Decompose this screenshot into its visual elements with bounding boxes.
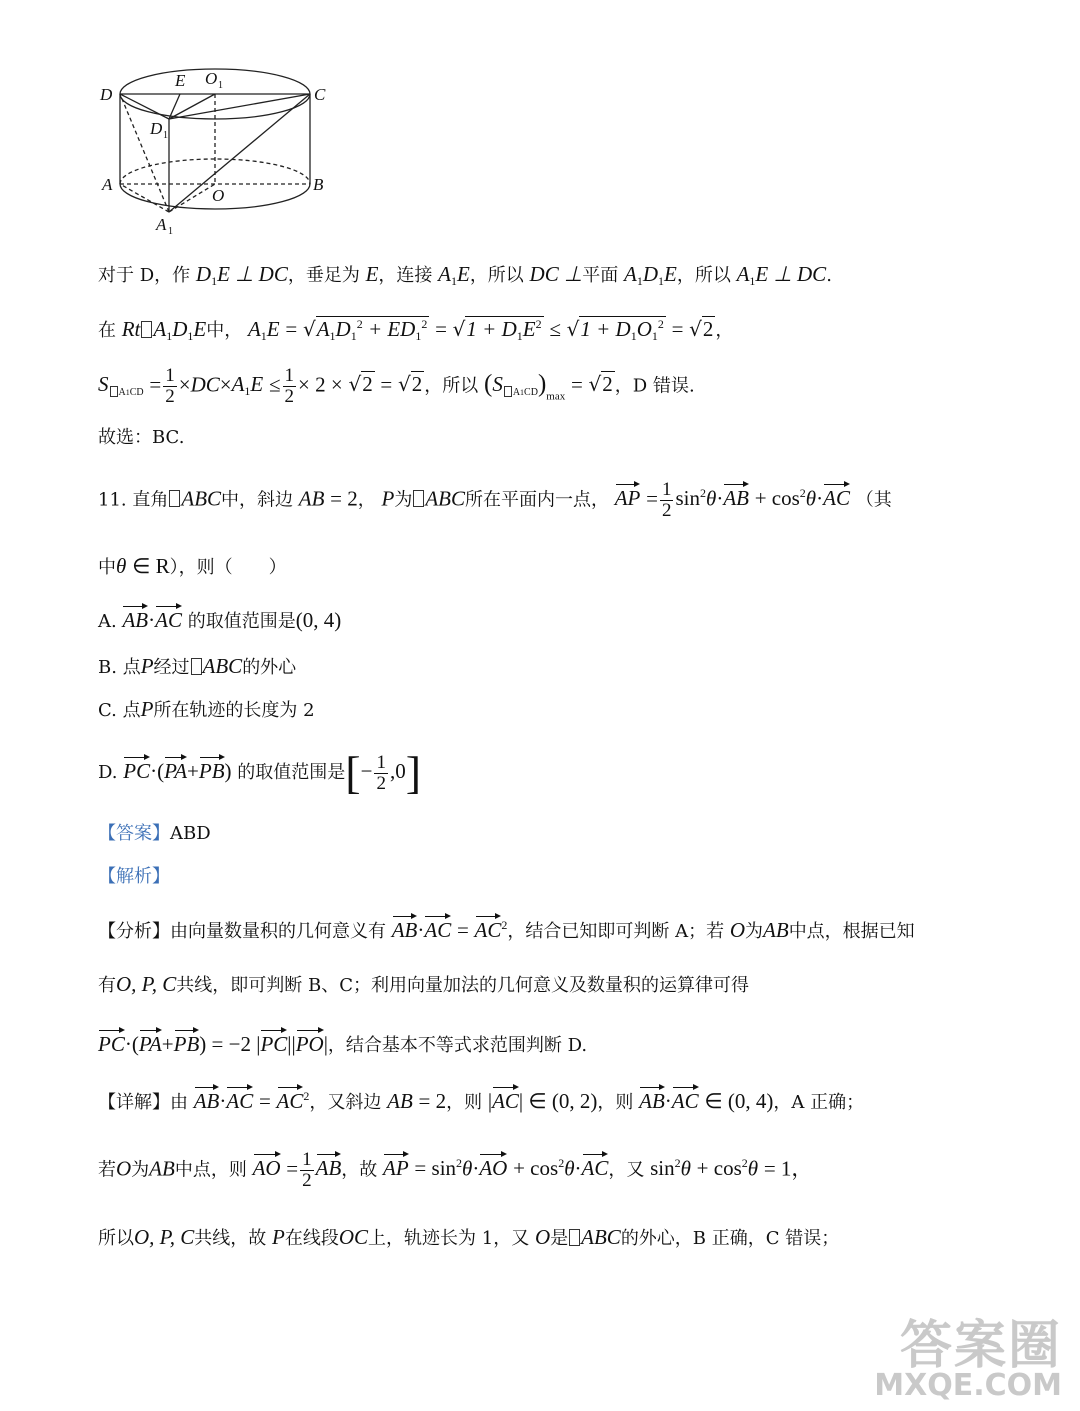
- text: 所在平面内一点，: [465, 489, 609, 511]
- text: 经过: [153, 657, 190, 678]
- xiangjie-line-2: 若O为AB中点，则 AO = $\frac{1}{2}$ AB，故 AP = $\sin^2\theta\cdot AO + \cos^2\theta\cdot AC$，又 $\sin^2\theta + \cos^2\theta = 1$，: [98, 1149, 813, 1191]
- text: 在: [98, 320, 116, 341]
- text: 中: [98, 557, 116, 578]
- text: 的外心，B 正确，C 错误；: [620, 1228, 840, 1249]
- watermark-logo: 答案圈: [899, 1316, 1062, 1376]
- label-O: O: [212, 186, 225, 205]
- text: 在线段: [284, 1228, 339, 1249]
- watermark: [874, 1303, 1062, 1403]
- question-number: 11.: [98, 489, 127, 511]
- prev-line-4: 故选：BC.: [98, 427, 185, 448]
- text: 为: [394, 489, 413, 511]
- xiangjie-line-1: 【详解】由 $AB\cdot AC = AC^2$，又斜边 AB = 2，则 |AC| ∈ (0, 2)，则 AB·AC ∈ (0, 4)，A 正确；: [98, 1085, 864, 1114]
- text: ，D 错误.: [614, 375, 695, 397]
- text: 的取值范围是: [187, 611, 296, 632]
- option-d[interactable]: D. PC·(PA+PB) 的取值范围是[− $\frac{1}{2}$ ,0]: [98, 747, 422, 798]
- label-O1: O: [205, 69, 218, 88]
- text: 中点，则: [174, 1159, 247, 1181]
- text: 点: [122, 700, 141, 721]
- text: ，所以: [469, 265, 524, 286]
- option-label: D.: [98, 762, 118, 783]
- text: ，A 正确；: [773, 1092, 865, 1113]
- text: ，故: [341, 1159, 378, 1181]
- segment-A1C: [169, 94, 310, 212]
- text: 所以: [98, 1228, 134, 1249]
- label-A1-sub: 1: [168, 226, 173, 237]
- text: ，: [715, 320, 734, 341]
- fenxi-tag: 【分析】: [98, 921, 170, 942]
- fenxi-line-1: 【分析】由向量数量积的几何意义有 $AB\cdot AC = AC^2$，结合已知即可判断 A；若 O为AB中点，根据已知: [98, 914, 915, 943]
- text: 共线，即可判断 B、C；利用向量加法的几何意义及数量积的运算律可得: [176, 975, 750, 996]
- text: ，又: [608, 1159, 645, 1181]
- text: 平面: [582, 265, 619, 286]
- text: ，则: [597, 1092, 634, 1113]
- text: .: [826, 265, 832, 286]
- text: （其: [855, 489, 892, 511]
- option-b[interactable]: B. 点P经过 ABC的外心: [98, 654, 297, 678]
- cylinder-figure: [96, 62, 336, 242]
- prev-line-2: 在 Rt $A_1D_1E$中， $A_1E = √A_1D_1^2 + ED_1^2 = √1 + D_1E^2 \le √1 + D_1O_1^2 = √2$ ，: [98, 317, 734, 343]
- label-E: E: [175, 71, 186, 90]
- text: 为: [745, 921, 764, 942]
- text: ，所以: [424, 375, 479, 397]
- text: 是: [550, 1228, 569, 1249]
- text: 的取值范围是: [237, 762, 346, 783]
- answer-line: [98, 823, 211, 845]
- segment-DD1: [120, 94, 169, 119]
- text: 由向量数量积的几何意义有: [170, 921, 386, 942]
- text: 对于 D，作: [98, 265, 191, 286]
- option-label: A.: [98, 611, 117, 632]
- label-D: D: [100, 85, 113, 104]
- label-B: B: [313, 175, 324, 194]
- option-c[interactable]: C. 点P所在轨迹的长度为 2: [98, 697, 315, 721]
- label-A: A: [102, 175, 113, 194]
- text: ，所以: [676, 265, 731, 286]
- fenxi-line-3: PC·(PA+PB) = −2 |PC||PO|，结合基本不等式求范围判断 D.: [98, 1028, 587, 1057]
- label-O1-sub: 1: [218, 80, 223, 91]
- text: 的外心: [242, 657, 297, 678]
- text: 若: [98, 1159, 116, 1181]
- text: ，结合已知即可判断 A；若: [507, 921, 725, 942]
- text: ，则: [446, 1092, 483, 1113]
- label-A1: A: [156, 215, 167, 234]
- label-C: C: [314, 85, 326, 104]
- label-D1: D: [150, 119, 163, 138]
- prev-line-3: S $_{A1CD}$ = $\frac{1}{2}$ $\times DC\times A_1E$ ≤ $\frac{1}{2}$ × 2 × √2 = √2 ，所以 (S $_{A1CD})_{max} = √2$ ，D 错误.: [98, 365, 695, 407]
- answer-value: ABD: [170, 823, 211, 844]
- segment-D1E: [169, 94, 180, 119]
- prev-line-1: 对于 D，作 $D_1E$ ⊥ DC，垂足为 E，连接 $A_1E$，所以 DC ⊥平面 $A_1D_1E$，所以 $A_1E$ ⊥ DC.: [98, 262, 832, 288]
- text: 中点，根据已知: [788, 921, 915, 942]
- text: ），则（ ）: [169, 557, 287, 578]
- text: 直角: [132, 489, 169, 511]
- text: 中，: [206, 320, 243, 341]
- text: 为: [131, 1159, 150, 1181]
- segment-D1C: [169, 94, 310, 119]
- text: ，结合基本不等式求范围判断 D.: [327, 1035, 588, 1056]
- q11-stem-line-1: 11. 直角 ABC中，斜边 AB = 2， P为 ABC所在平面内一点， AP = $\frac{1}{2}$ $\sin^2\theta\cdot AB + \cos^2\theta\cdot AC$ （其: [98, 479, 892, 521]
- q11-stem-line-2: 中θ ∈ R），则（ ）: [98, 554, 287, 578]
- text: 中，斜边: [221, 489, 294, 511]
- text: 点: [122, 657, 141, 678]
- text: 有: [98, 975, 116, 996]
- text: ，又斜边: [309, 1092, 382, 1113]
- text: ，垂足为: [287, 265, 360, 286]
- text: 上，轨迹长为 1，又: [368, 1228, 530, 1249]
- text: ，: [357, 489, 376, 511]
- answer-tag: 【答案】: [98, 823, 170, 844]
- option-a[interactable]: A. AB·AC 的取值范围是(0, 4): [98, 604, 341, 633]
- text: 所在轨迹的长度为 2: [153, 700, 315, 721]
- option-label: C.: [98, 700, 117, 721]
- text: ，连接: [378, 265, 433, 286]
- xiangjie-line-3: 所以O, P, C共线，故 P在线段OC上，轨迹长为 1，又 O是 ABC的外心，B 正确，C 错误；: [98, 1225, 840, 1249]
- fenxi-line-2: 有O, P, C共线，即可判断 B、C；利用向量加法的几何意义及数量积的运算律可得: [98, 972, 750, 996]
- option-label: B.: [98, 657, 117, 678]
- xiangjie-tag: 【详解】: [98, 1092, 170, 1113]
- analysis-tag: 【解析】: [98, 866, 170, 887]
- text: 共线，故: [194, 1228, 267, 1249]
- segment-A1A: [120, 184, 169, 212]
- text: 由: [170, 1092, 188, 1113]
- label-D1-sub: 1: [163, 130, 168, 141]
- watermark-url: MXQE.COM: [874, 1368, 1062, 1403]
